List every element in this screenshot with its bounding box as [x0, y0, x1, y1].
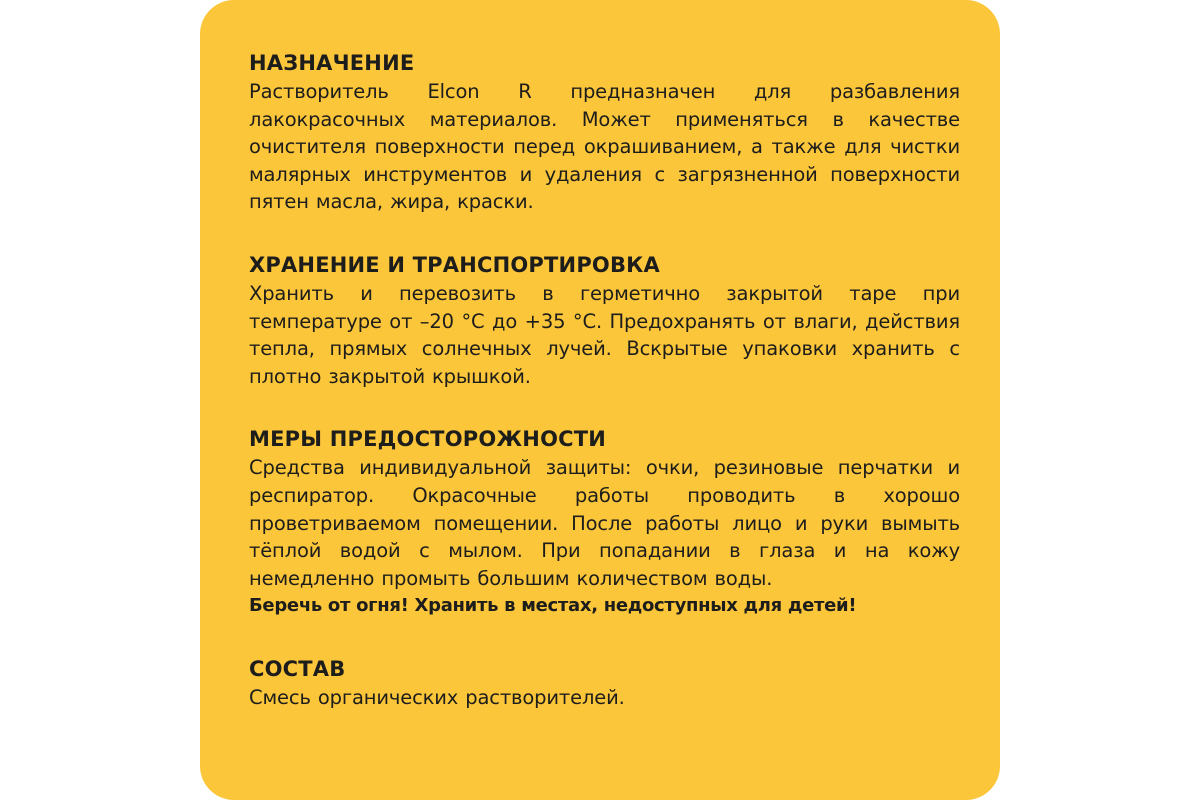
section-precautions — [249, 424, 960, 620]
section-text: Растворитель Elcon R предназначен для разбавления лакокрасочных материалов. Может применяться в качестве очистителя поверхности перед окрашиванием, а также для чистки малярных инструментов и удаления с загрязненной поверхности пятен масла, жира, краски. — [249, 80, 960, 214]
section-text: Средства индивидуальной защиты: очки, резиновые перчатки и респиратор. Окрасочные работы проводить в хорошо проветриваемом помещении. После работы лицо и руки вымыть тёплой водой с мылом. При попадании в глаза и на кожу немедленно промыть большим количеством воды. — [249, 456, 960, 590]
section-text: Хранить и перевозить в герметично закрытой таре при температуре от –20 °C до +35 °C. Предохранять от влаги, действия тепла, прямых солнечных лучей. Вскрытые упаковки хранить с плотно закрытой крышкой. — [249, 281, 960, 388]
section-heading: МЕРЫ ПРЕДОСТОРОЖНОСТИ — [249, 427, 607, 452]
section-text: Смесь органических растворителей. — [249, 685, 625, 709]
fire-warning: Беречь от огня! Хранить в местах, недоступных для детей! — [249, 595, 857, 617]
info-card — [200, 0, 1000, 800]
section-storage — [249, 250, 960, 390]
section-heading: ХРАНЕНИЕ И ТРАНСПОРТИРОВКА — [249, 252, 660, 277]
section-heading: СОСТАВ — [249, 656, 346, 681]
section-composition — [249, 654, 960, 712]
section-heading: НАЗНАЧЕНИЕ — [249, 51, 415, 75]
section-purpose — [249, 48, 960, 216]
